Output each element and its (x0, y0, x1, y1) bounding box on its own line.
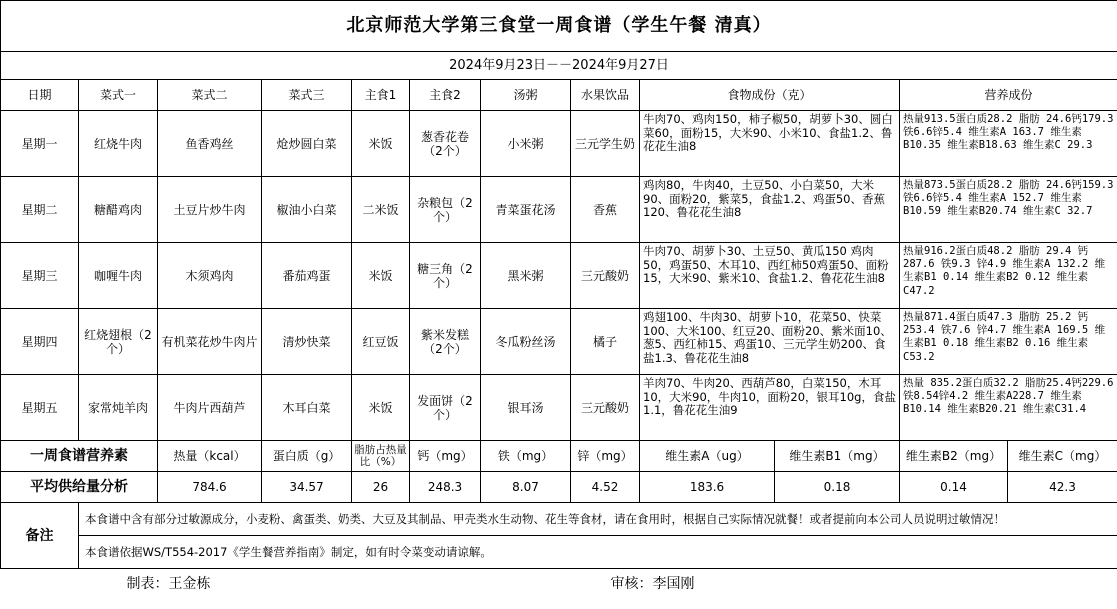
nutrient-row-label: 一周食谱营养素 (1, 441, 158, 472)
food-composition: 牛肉70、胡萝卜30、土豆50、黄瓜150 鸡肉50，鸡蛋50、木耳10、西红柿50鸡蛋50、面粉15，大米90、紫米10、食盐1.2、鲁花花生油8 (640, 243, 900, 309)
avg-fat: 26 (352, 472, 410, 503)
dish1: 咖喱牛肉 (79, 243, 158, 309)
staple2: 杂粮包（2个） (410, 177, 481, 243)
day-label: 星期五 (1, 375, 79, 441)
dish2: 木须鸡肉 (158, 243, 262, 309)
page-title: 北京师范大学第三食堂一周食谱（学生午餐 清真） (1, 1, 1117, 52)
staple2: 紫米发糕（2个） (410, 309, 481, 375)
note-row-standard (1, 536, 1117, 569)
staple2: 葱香花卷（2个） (410, 111, 481, 177)
average-row-label: 平均供给量分析 (1, 472, 158, 503)
avg-iron: 8.07 (481, 472, 571, 503)
day-row-friday (1, 375, 1117, 441)
fruit: 香蕉 (571, 177, 640, 243)
food-composition: 牛肉70、鸡肉150，柿子椒50，胡萝卜30、圆白菜60，面粉15，大米90、小米10、食盐1.2、鲁花花生油8 (640, 111, 900, 177)
staple1: 米饭 (352, 111, 410, 177)
nutrient-header-vitamin-b2: 维生素B2（mg） (900, 441, 1008, 472)
dish1: 红烧牛肉 (79, 111, 158, 177)
food-composition: 鸡翅100、牛肉30、胡萝卜10，花菜50、快菜100、大米100、红豆20、面粉20、紫米面10、葱5、西红柿15、鸡蛋10、三元学生奶200、食盐1.3、鲁花花生油8 (640, 309, 900, 375)
dish3: 椒油小白菜 (262, 177, 352, 243)
reviewed-by: 审核：李国刚 (571, 569, 1117, 600)
date-range: 2024年9月23日－－2024年9月27日 (1, 52, 1117, 80)
day-label: 星期四 (1, 309, 79, 375)
soup: 黑米粥 (481, 243, 571, 309)
nutrient-header-zinc: 锌（mg） (571, 441, 640, 472)
header-nutrition: 营养成份 (900, 80, 1117, 111)
nutrient-header-calcium: 钙（mg） (410, 441, 481, 472)
note-row-allergen (1, 503, 1117, 536)
header-row (1, 80, 1117, 111)
dish2: 鱼香鸡丝 (158, 111, 262, 177)
fruit: 三元酸奶 (571, 375, 640, 441)
dish1: 糖醋鸡肉 (79, 177, 158, 243)
header-date: 日期 (1, 80, 79, 111)
fruit: 橘子 (571, 309, 640, 375)
soup: 银耳汤 (481, 375, 571, 441)
nutrient-header-iron: 铁（mg） (481, 441, 571, 472)
nutrient-header-row (1, 441, 1117, 472)
header-dish1: 菜式一 (79, 80, 158, 111)
fruit: 三元酸奶 (571, 243, 640, 309)
day-row-wednesday (1, 243, 1117, 309)
standard-note: 本食谱依据WS/T554-2017《学生餐营养指南》制定，如有时令菜变动请谅解。 (79, 536, 1117, 569)
nutrition-info: 热量913.5蛋白质28.2 脂肪 24.6钙179.3 铁6.6锌5.4 维生素A 163.7 维生素B10.35 维生素B18.63 维生素C 29.3 (900, 111, 1117, 177)
day-label: 星期二 (1, 177, 79, 243)
day-label: 星期三 (1, 243, 79, 309)
avg-protein: 34.57 (262, 472, 352, 503)
header-composition: 食物成份（克） (640, 80, 900, 111)
staple1: 米饭 (352, 375, 410, 441)
nutrition-info: 热量 835.2蛋白质32.2 脂肪25.4钙229.6铁8.54锌4.2 维生素A228.7 维生素B10.14 维生素B20.21 维生素C31.4 (900, 375, 1117, 441)
soup: 冬瓜粉丝汤 (481, 309, 571, 375)
food-composition: 鸡肉80，牛肉40，土豆50、小白菜50，大米90、面粉20，紫菜5，食盐1.2、鸡蛋50、香蕉120、鲁花花生油8 (640, 177, 900, 243)
dish3: 炝炒圆白菜 (262, 111, 352, 177)
dish3: 木耳白菜 (262, 375, 352, 441)
dish2: 有机菜花炒牛肉片 (158, 309, 262, 375)
dish1: 红烧翅根（2个） (79, 309, 158, 375)
nutrition-info: 热量871.4蛋白质47.3 脂肪 25.2 钙253.4 铁7.6 锌4.7 维生素A 169.5 维生素B1 0.18 维生素B2 0.16 维生素C53.2 (900, 309, 1117, 375)
dish3: 番茄鸡蛋 (262, 243, 352, 309)
made-by: 制表：王金栋 (79, 569, 571, 600)
avg-vitamin-b1: 0.18 (775, 472, 900, 503)
nutrient-header-protein: 蛋白质（g） (262, 441, 352, 472)
nutrient-header-vitamin-b1: 维生素B1（mg） (775, 441, 900, 472)
avg-energy: 784.6 (158, 472, 262, 503)
food-composition: 羊肉70、牛肉20、西葫芦80，白菜150，木耳10，大米90，牛肉10，面粉20，银耳10g，食盐1.1，鲁花花生油9 (640, 375, 900, 441)
staple2: 发面饼（2个） (410, 375, 481, 441)
nutrition-info: 热量873.5蛋白质28.2 脂肪 24.6钙159.3 铁6.6锌5.4 维生素A 152.7 维生素B10.59 维生素B20.74 维生素C 32.7 (900, 177, 1117, 243)
staple1: 米饭 (352, 243, 410, 309)
dish2: 牛肉片西葫芦 (158, 375, 262, 441)
day-label: 星期一 (1, 111, 79, 177)
allergen-note: 本食谱中含有部分过敏源成分，小麦粉、禽蛋类、奶类、大豆及其制品、甲壳类水生动物、花生等食材，请在食用时，根据自己实际情况就餐！或者提前向本公司人员说明过敏情况！ (79, 503, 1117, 536)
avg-vitamin-c: 42.3 (1008, 472, 1117, 503)
day-row-monday (1, 111, 1117, 177)
nutrient-header-fat: 脂肪占热量比（%） (352, 441, 410, 472)
fruit: 三元学生奶 (571, 111, 640, 177)
staple1: 红豆饭 (352, 309, 410, 375)
nutrient-header-vitamin-c: 维生素C（mg） (1008, 441, 1117, 472)
dish1: 家常炖羊肉 (79, 375, 158, 441)
day-row-tuesday (1, 177, 1117, 243)
nutrient-header-vitamin-a: 维生素A（ug） (640, 441, 775, 472)
header-soup: 汤粥 (481, 80, 571, 111)
staple2: 糖三角（2个） (410, 243, 481, 309)
average-row (1, 472, 1117, 503)
staple1: 二米饭 (352, 177, 410, 243)
day-row-thursday (1, 309, 1117, 375)
header-staple1: 主食1 (352, 80, 410, 111)
dish2: 土豆片炒牛肉 (158, 177, 262, 243)
nutrition-info: 热量916.2蛋白质48.2 脂肪 29.4 钙287.6 铁9.3 锌4.9 维生素A 132.2 维生素B1 0.14 维生素B2 0.12 维生素C47.2 (900, 243, 1117, 309)
header-dish2: 菜式二 (158, 80, 262, 111)
avg-zinc: 4.52 (571, 472, 640, 503)
header-dish3: 菜式三 (262, 80, 352, 111)
note-label: 备注 (1, 503, 79, 569)
soup: 小米粥 (481, 111, 571, 177)
header-staple2: 主食2 (410, 80, 481, 111)
avg-vitamin-b2: 0.14 (900, 472, 1008, 503)
dish3: 清炒快菜 (262, 309, 352, 375)
soup: 青菜蛋花汤 (481, 177, 571, 243)
avg-calcium: 248.3 (410, 472, 481, 503)
avg-vitamin-a: 183.6 (640, 472, 775, 503)
header-fruit: 水果饮品 (571, 80, 640, 111)
footer-row (1, 569, 1117, 600)
nutrient-header-energy: 热量（kcal） (158, 441, 262, 472)
